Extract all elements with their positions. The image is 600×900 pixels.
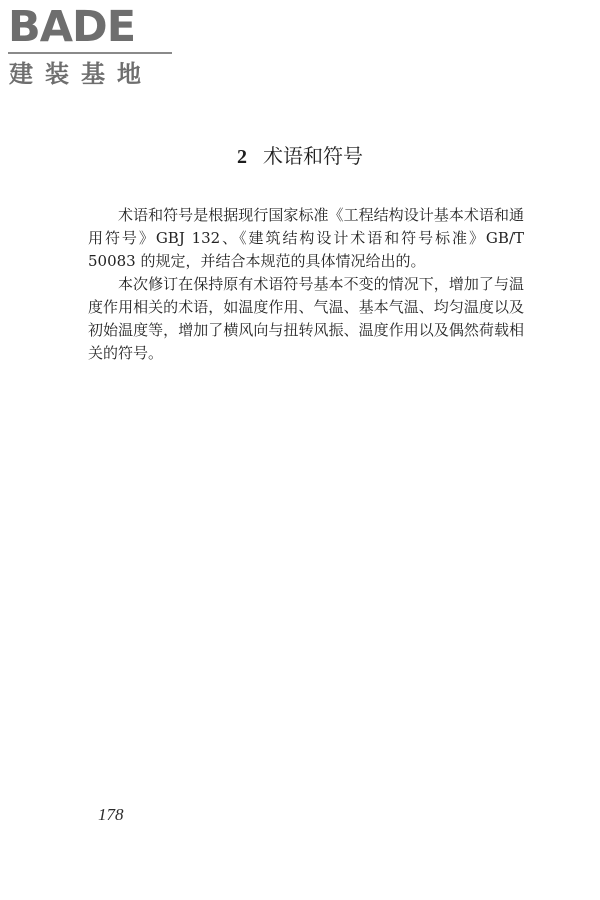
- chapter-heading: [0, 140, 600, 173]
- chapter-title-text: 术语和符号: [263, 144, 363, 168]
- body-text: [88, 204, 524, 365]
- bade-logo: [8, 4, 174, 90]
- paragraph-2: 本次修订在保持原有术语符号基本不变的情况下，增加了与温度作用相关的术语，如温度作用、气温、基本气温、均匀温度以及初始温度等，增加了横风向与扭转风振、温度作用以及偶然荷载相关的符号。: [88, 275, 524, 362]
- page-number: 178: [98, 805, 124, 824]
- chapter-number: 2: [237, 146, 247, 168]
- logo-subtitle: 建装基地: [9, 60, 153, 88]
- paragraph-1: 术语和符号是根据现行国家标准《工程结构设计基本术语和通用符号》GBJ 132、《建筑结构设计术语和符号标准》GB/T 50083 的规定，并结合本规范的具体情况给出的。: [88, 206, 524, 270]
- logo-wordmark: BADE: [8, 2, 136, 52]
- logo-divider: [8, 52, 172, 54]
